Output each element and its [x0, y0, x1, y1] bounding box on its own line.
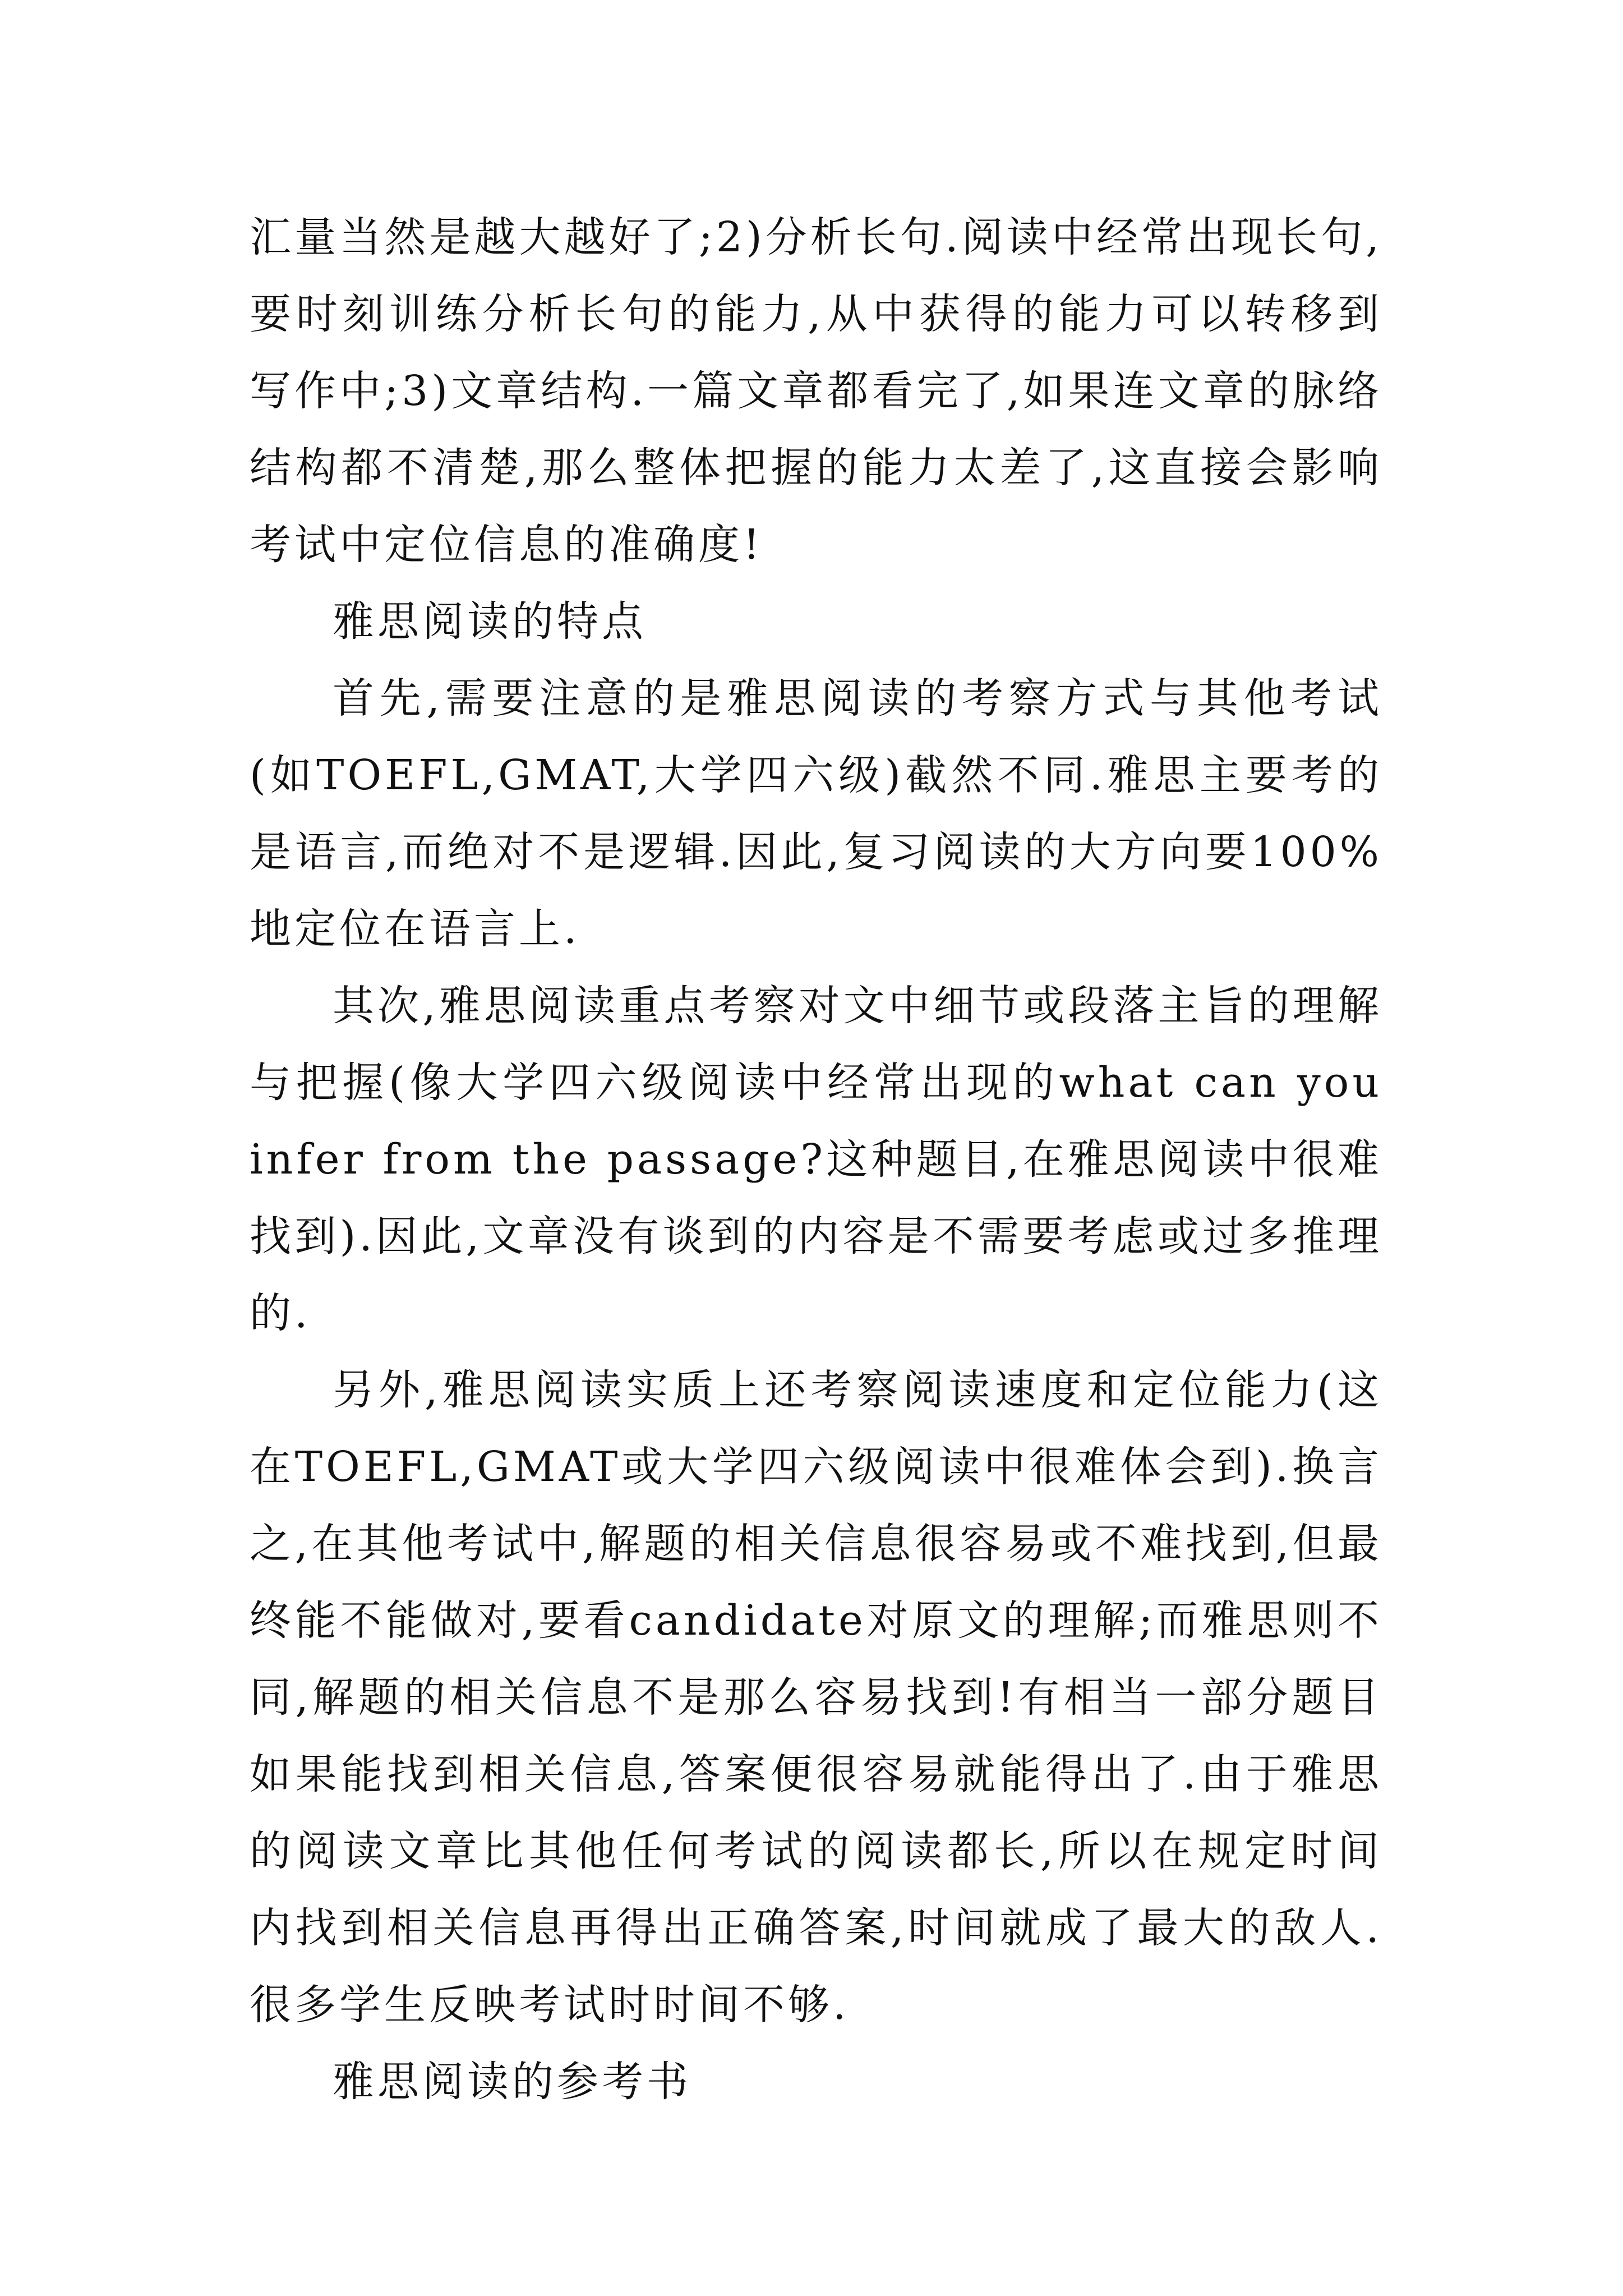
section-heading-reference-books: 雅思阅读的参考书	[333, 2058, 691, 2106]
paragraph-third-point: 另外,雅思阅读实质上还考察阅读速度和定位能力(这在TOEFL,GMAT或大学四六级阅读中很难体会到).换言之,在其他考试中,解题的相关信息很容易或不难找到,但最终能不能做对,要看candidate对原文的理解;而雅思则不同,解题的相关信息不是那么容易找到!有相当一部分题目如果能找到相关信息,答案便很容易就能得出了.由于雅思的阅读文章比其他任何考试的阅读都长,所以在规定时间内找到相关信息再得出正确答案,时间就成了最大的敌人.很多学生反映考试时时间不够.	[250, 1366, 1382, 2029]
document-body	[250, 199, 1382, 2120]
paragraph-vocabulary-analysis: 汇量当然是越大越好了;2)分析长句.阅读中经常出现长句,要时刻训练分析长句的能力,从中获得的能力可以转移到写作中;3)文章结构.一篇文章都看完了,如果连文章的脉络结构都不清楚,那么整体把握的能力太差了,这直接会影响考试中定位信息的准确度!	[250, 213, 1382, 569]
paragraph-second-point: 其次,雅思阅读重点考察对文中细节或段落主旨的理解与把握(像大学四六级阅读中经常出现的what can you infer from the passage?这种题目,在雅思阅读中很难找到).因此,文章没有谈到的内容是不需要考虑或过多推理的.	[250, 982, 1382, 1337]
paragraph-first-point: 首先,需要注意的是雅思阅读的考察方式与其他考试(如TOEFL,GMAT,大学四六级)截然不同.雅思主要考的是语言,而绝对不是逻辑.因此,复习阅读的大方向要100%地定位在语言上.	[250, 674, 1382, 953]
section-heading-reading-features: 雅思阅读的特点	[333, 597, 647, 646]
